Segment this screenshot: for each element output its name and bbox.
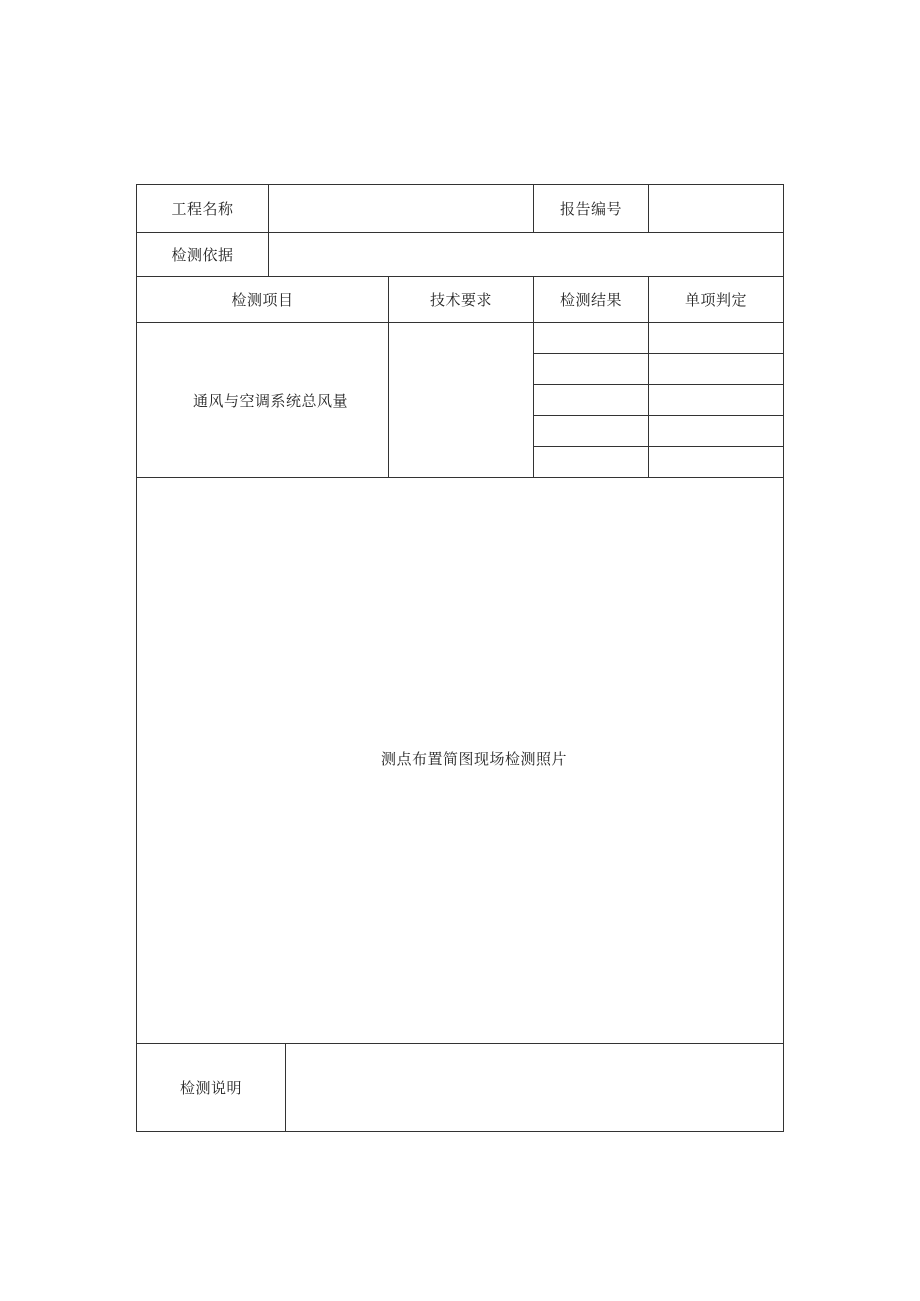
judgement-field[interactable] — [649, 323, 783, 353]
test-item-name: 通风与空调系统总风量 — [192, 391, 348, 410]
project-name-label: 工程名称 — [171, 200, 234, 218]
test-report-form — [136, 184, 784, 1132]
result-field[interactable] — [534, 416, 648, 446]
result-field[interactable] — [534, 323, 648, 353]
judgement-field[interactable] — [649, 447, 783, 477]
report-number-field[interactable] — [649, 185, 783, 232]
judgement-field[interactable] — [649, 416, 783, 446]
judgement-field[interactable] — [649, 385, 783, 415]
diagram-photo-area: 测点布置简图现场检测照片 — [380, 750, 567, 768]
test-basis-label: 检测依据 — [171, 246, 234, 264]
judgement-field[interactable] — [649, 354, 783, 384]
header-test-item: 检测项目 — [231, 291, 294, 309]
header-test-result: 检测结果 — [559, 291, 622, 309]
test-basis-field[interactable] — [269, 233, 783, 276]
result-field[interactable] — [534, 447, 648, 477]
report-number-label: 报告编号 — [559, 200, 622, 218]
project-name-field[interactable] — [269, 185, 533, 232]
notes-label: 检测说明 — [179, 1079, 242, 1097]
result-field[interactable] — [534, 385, 648, 415]
notes-field[interactable] — [286, 1044, 783, 1131]
header-judgement: 单项判定 — [684, 291, 747, 309]
header-technical-requirement: 技术要求 — [429, 291, 492, 309]
technical-requirement-field[interactable] — [389, 323, 533, 477]
result-field[interactable] — [534, 354, 648, 384]
